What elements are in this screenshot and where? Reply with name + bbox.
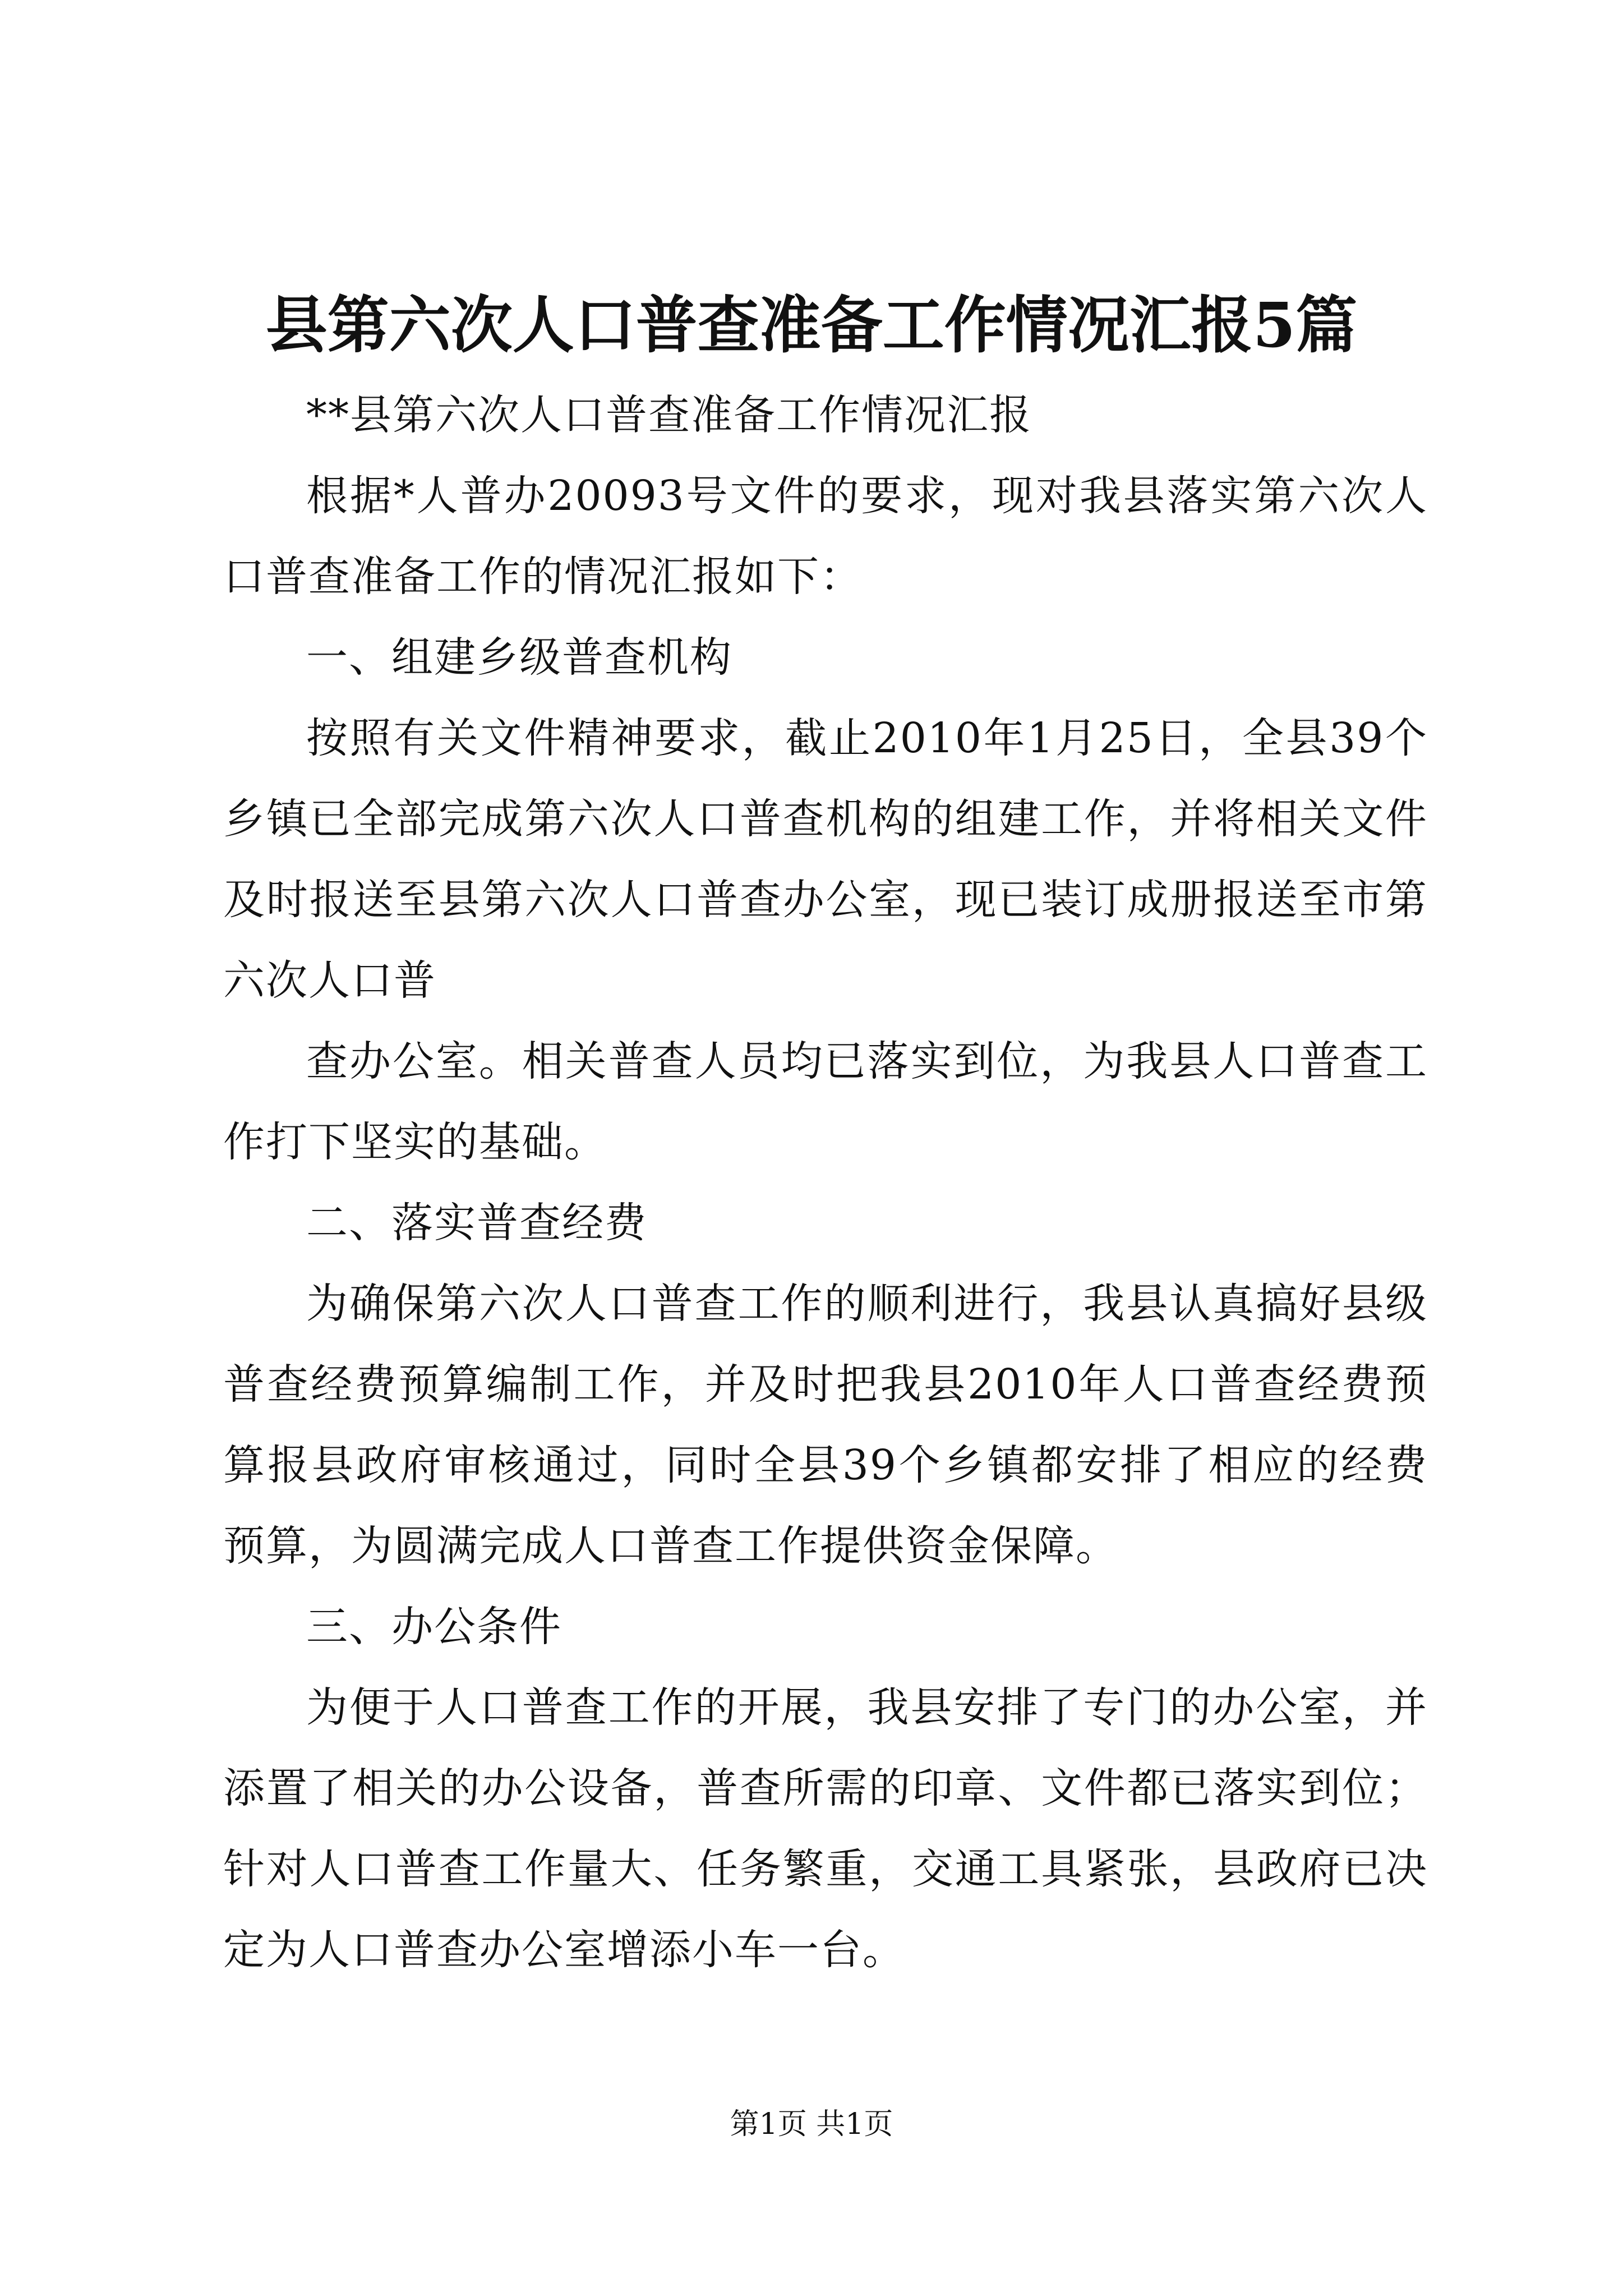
paragraph-section-1-cont: 查办公室。相关普查人员均已落实到位，为我县人口普查工作打下坚实的基础。 bbox=[223, 1037, 1428, 1166]
section-heading-2: 二、落实普查经费 bbox=[306, 1199, 647, 1247]
document-title: 县第六次人口普查准备工作情况汇报5篇 bbox=[265, 289, 1358, 361]
paragraph-intro: 根据*人普办20093号文件的要求，现对我县落实第六次人口普查准备工作的情况汇报如下： bbox=[223, 472, 1428, 601]
paragraph-section-1: 按照有关文件精神要求，截止2010年1月25日，全县39个乡镇已全部完成第六次人口普查机构的组建工作，并将相关文件及时报送至县第六次人口普查办公室，现已装订成册报送至市第六次人口普 bbox=[223, 714, 1428, 1005]
paragraph-subtitle: **县第六次人口普查准备工作情况汇报 bbox=[306, 391, 1032, 439]
document-body bbox=[223, 375, 1428, 1990]
paragraph-section-2: 为确保第六次人口普查工作的顺利进行，我县认真搞好县级普查经费预算编制工作，并及时把我县2010年人口普查经费预算报县政府审核通过，同时全县39个乡镇都安排了相应的经费预算，为圆满完成人口普查工作提供资金保障。 bbox=[223, 1280, 1428, 1570]
section-heading-1: 一、组建乡级普查机构 bbox=[306, 633, 732, 682]
section-heading-3: 三、办公条件 bbox=[306, 1603, 562, 1651]
page-footer: 第1页 共1页 bbox=[730, 2108, 893, 2141]
paragraph-section-3: 为便于人口普查工作的开展，我县安排了专门的办公室，并添置了相关的办公设备，普查所需的印章、文件都已落实到位；针对人口普查工作量大、任务繁重，交通工具紧张，县政府已决定为人口普查办公室增添小车一台。 bbox=[223, 1683, 1428, 1974]
